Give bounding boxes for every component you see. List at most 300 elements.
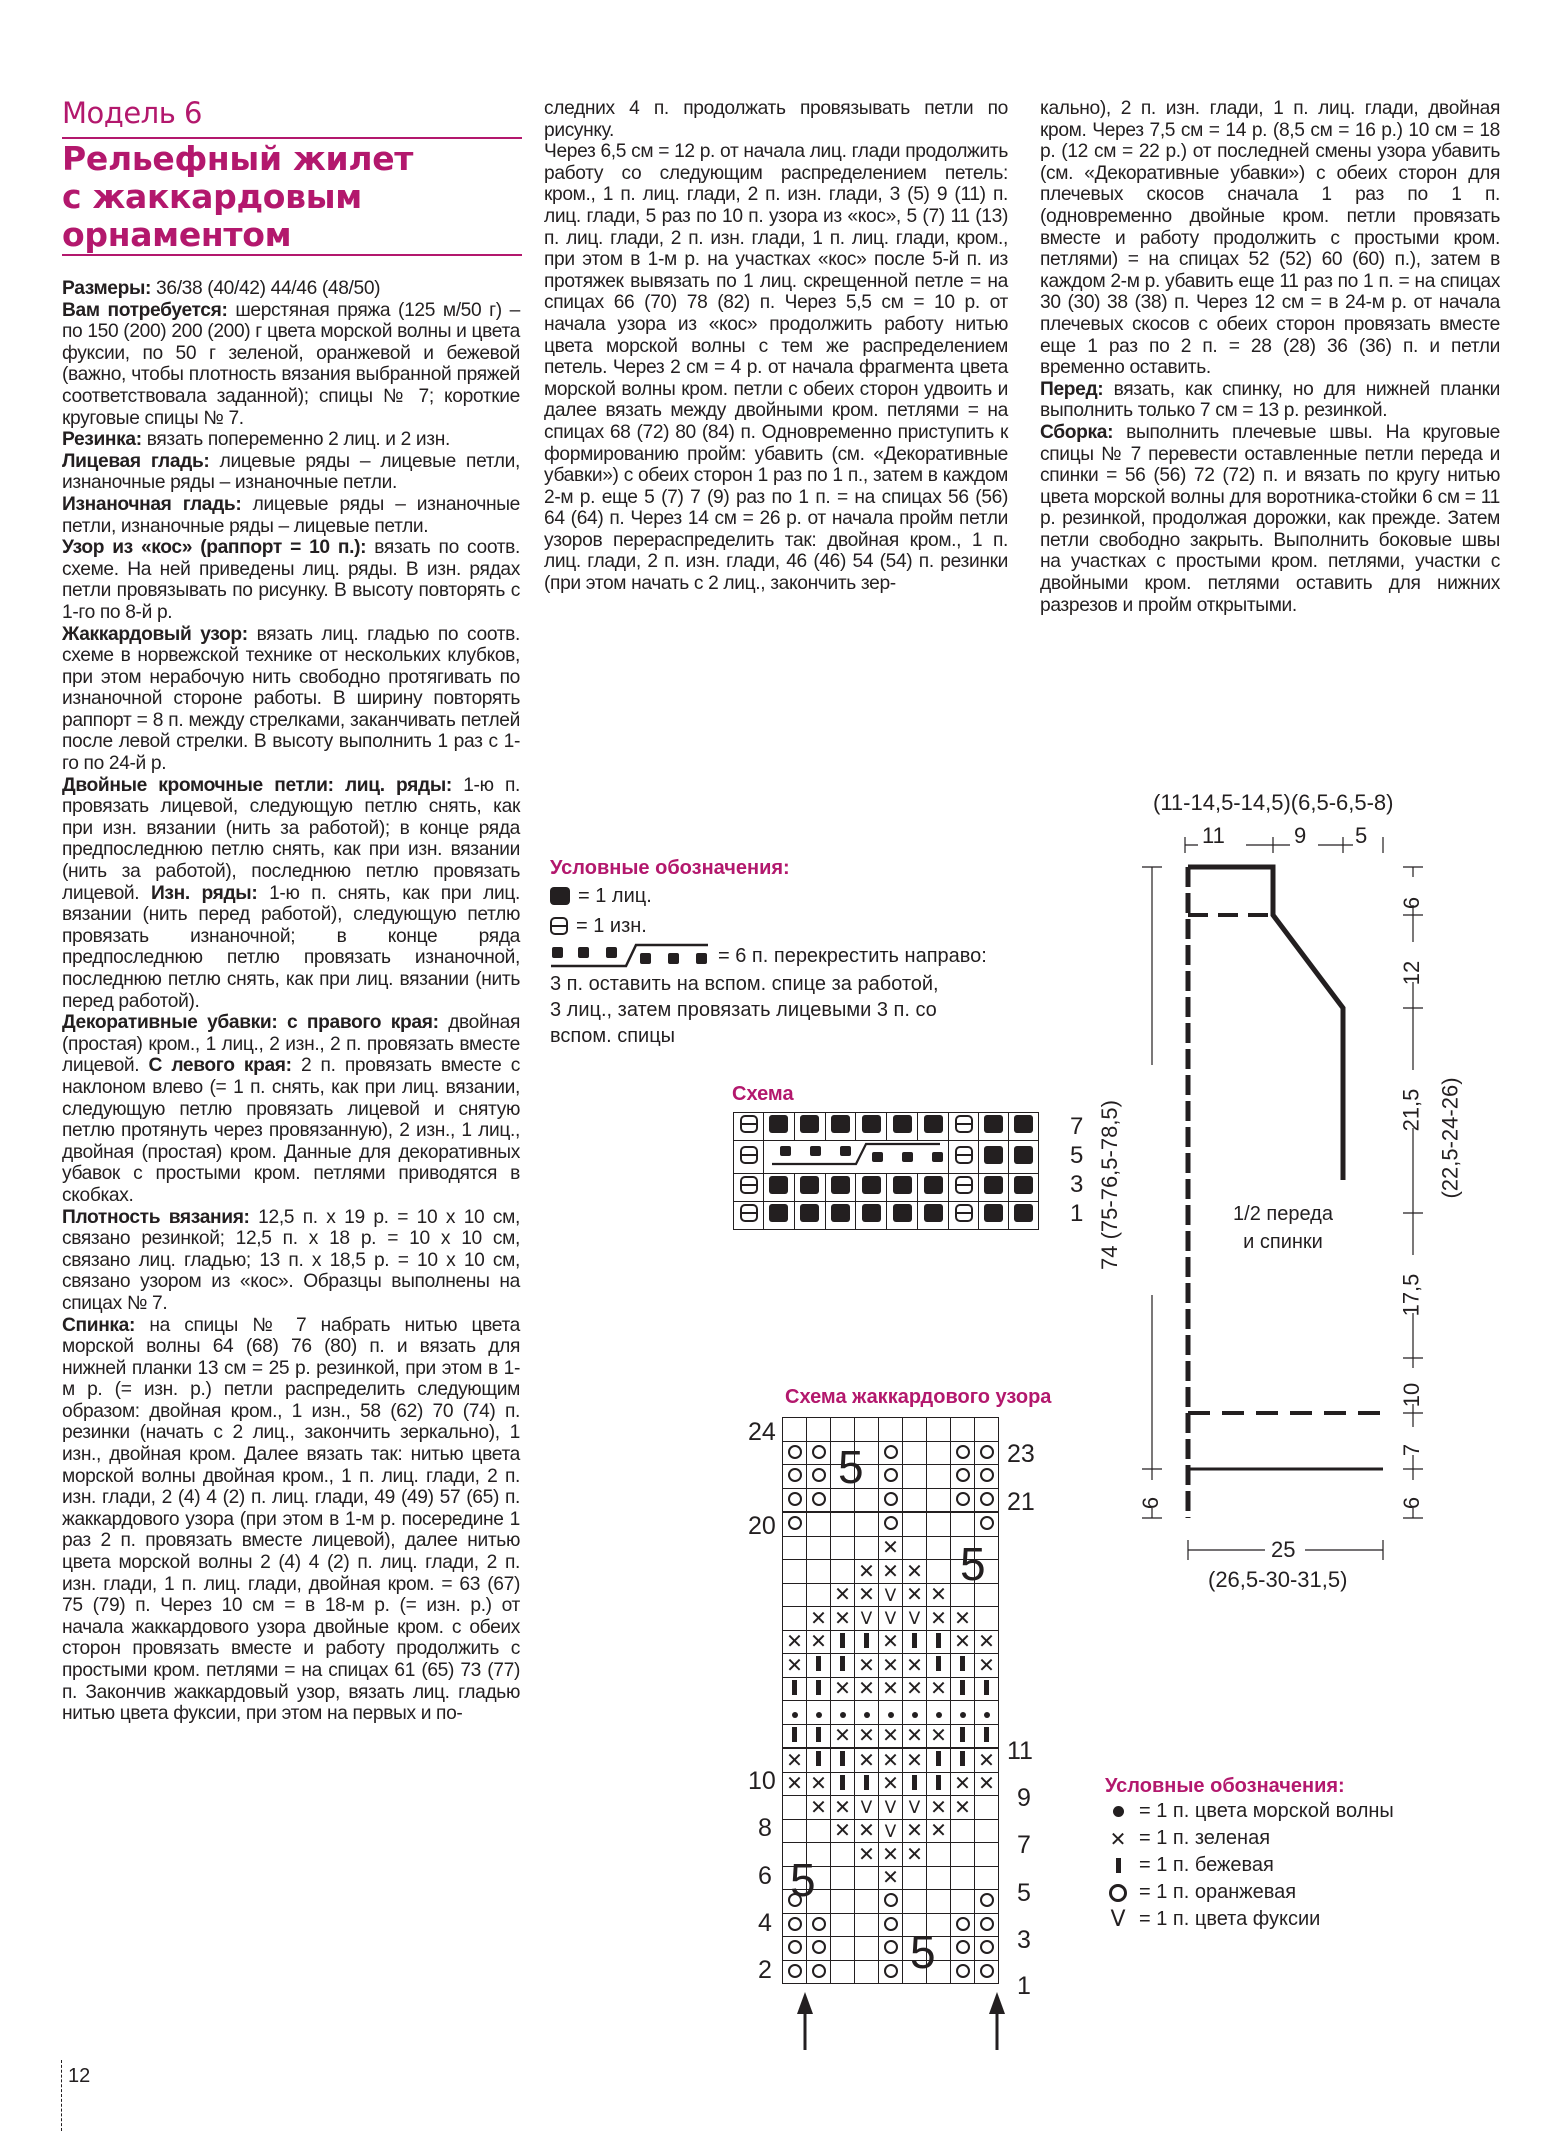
circle-icon <box>788 1445 802 1459</box>
cross-icon: ✕ <box>834 1605 851 1630</box>
chart-cell <box>807 1536 831 1560</box>
chart-cell <box>903 1630 927 1654</box>
row-number: 1 <box>1017 1972 1031 2000</box>
circle-icon <box>812 1468 826 1482</box>
cross-icon: ✕ <box>954 1771 971 1796</box>
chart-cell <box>927 1560 951 1584</box>
circle-icon <box>788 1492 802 1506</box>
legend-item-cable <box>550 941 1070 971</box>
paragraph <box>62 1012 520 1206</box>
instructions-column-1 <box>62 278 520 1725</box>
chart-row <box>783 1512 999 1536</box>
page-number: 12 <box>68 2065 91 2087</box>
chart-cell <box>734 1174 764 1202</box>
chart-cell <box>879 1701 903 1725</box>
chart-cell <box>855 1654 879 1678</box>
chart-row <box>783 1913 999 1937</box>
knit-icon <box>862 1204 881 1222</box>
chart-cell <box>887 1174 918 1202</box>
cross-icon: ✕ <box>954 1794 971 1819</box>
chart-cell <box>951 1937 975 1961</box>
circle-icon <box>884 1917 898 1931</box>
chart-cell <box>903 1654 927 1678</box>
chart-cell <box>783 1701 807 1725</box>
v-icon: V <box>884 1585 897 1606</box>
cross-icon: ✕ <box>978 1629 995 1654</box>
chart-cell <box>879 1465 903 1489</box>
chart-cell <box>783 1913 807 1937</box>
circle-icon <box>884 1445 898 1459</box>
chart-cell <box>903 1560 927 1584</box>
purl-icon <box>955 1115 973 1133</box>
chart-cell <box>807 1677 831 1701</box>
chart-cell <box>855 1748 879 1772</box>
chart-cell <box>1009 1202 1039 1230</box>
dot-icon <box>816 1712 822 1718</box>
chart-cell <box>951 1630 975 1654</box>
chart-cell <box>975 1772 999 1796</box>
bar-icon <box>1116 1858 1121 1873</box>
right-dim: 12 <box>1399 960 1425 986</box>
cross-icon: ✕ <box>882 1865 899 1890</box>
knit-icon <box>924 1115 943 1133</box>
chart-cell <box>764 1174 795 1202</box>
chart-cell <box>927 1724 951 1748</box>
chart-cell <box>927 1748 951 1772</box>
bar-icon <box>936 1633 941 1648</box>
knit-icon <box>984 1176 1003 1194</box>
paragraph-text: 2 п. провязать вместе с наклоном влево (= 1 п. снять, как при лиц. вязании, следующую петлю провязать лицевой и снятую петлю протянуть через провязанную), 2 изн., 1 лиц., двойная (простая) кром. Данные для декоративных убавок с простыми кром. петлями приводятся в скобках. <box>62 1055 520 1206</box>
purl-icon <box>740 1115 758 1133</box>
cross-icon: ✕ <box>834 1794 851 1819</box>
paragraph-label: С левого края: <box>148 1055 292 1077</box>
cross-icon: ✕ <box>882 1723 899 1748</box>
bar-icon <box>864 1775 869 1790</box>
bar-icon <box>936 1751 941 1766</box>
chart-cell <box>831 1583 855 1607</box>
bar-icon <box>864 1633 869 1648</box>
repeat-arrow-icon <box>795 1992 815 2052</box>
circle-icon <box>884 1940 898 1954</box>
cross-icon: ✕ <box>930 1794 947 1819</box>
purl-icon <box>955 1176 973 1194</box>
chart-cell <box>807 1488 831 1512</box>
chart-cell <box>975 1654 999 1678</box>
chart-cell <box>951 1488 975 1512</box>
chart-row <box>734 1174 1039 1202</box>
chart-cell <box>927 1890 951 1914</box>
chart-cell <box>879 1560 903 1584</box>
chart-row <box>783 1441 999 1465</box>
row-number: 4 <box>758 1909 772 1937</box>
chart-cell <box>831 1560 855 1584</box>
cross-icon: ✕ <box>882 1535 899 1560</box>
chart-cell <box>807 1654 831 1678</box>
knit-icon <box>924 1176 943 1194</box>
row-number: 3 <box>1070 1171 1084 1198</box>
cross-icon: ✕ <box>810 1794 827 1819</box>
legend-item-purl <box>550 911 1070 941</box>
chart-cell <box>951 1960 975 1984</box>
chart-cell <box>1009 1174 1039 1202</box>
chart-cell <box>783 1748 807 1772</box>
paragraph-label: Перед: <box>1040 378 1104 400</box>
row-number: 21 <box>1007 1488 1035 1516</box>
chart-cell <box>975 1843 999 1867</box>
chart-cell <box>951 1512 975 1536</box>
chart-cell <box>951 1724 975 1748</box>
chart-cell <box>903 1607 927 1631</box>
chart-cell <box>855 1418 879 1442</box>
circle-icon <box>788 1516 802 1530</box>
chart-cell <box>903 1465 927 1489</box>
circle-icon <box>884 1964 898 1978</box>
page-margin-dash <box>61 2060 62 2131</box>
cross-icon: ✕ <box>930 1582 947 1607</box>
chart-cell <box>807 1607 831 1631</box>
paragraph-label: Узор из «кос» (раппорт = 10 п.): <box>62 537 367 559</box>
cross-icon: ✕ <box>786 1747 803 1772</box>
circle-icon <box>812 1940 826 1954</box>
chart-cell <box>951 1748 975 1772</box>
chart-cell <box>807 1724 831 1748</box>
chart-cell <box>831 1843 855 1867</box>
left-bottom-dim: 6 <box>1138 1496 1164 1510</box>
circle-icon <box>812 1492 826 1506</box>
cross-icon: ✕ <box>906 1818 923 1843</box>
chart-cell <box>951 1819 975 1843</box>
instructions-column-3 <box>1040 98 1500 616</box>
chart-cell <box>927 1819 951 1843</box>
bar-icon <box>840 1775 845 1790</box>
v-icon: V <box>860 1609 873 1630</box>
chart-cell <box>879 1677 903 1701</box>
v-icon: V <box>1110 1907 1126 1932</box>
legend-item <box>1105 1879 1394 1906</box>
chart-cell <box>903 1512 927 1536</box>
chart-cell <box>879 1937 903 1961</box>
chart-cell <box>975 1512 999 1536</box>
chart-row <box>783 1724 999 1748</box>
chart-cell <box>855 1819 879 1843</box>
circle-icon <box>956 1468 970 1482</box>
chart-cell <box>879 1866 903 1890</box>
paragraph <box>1040 379 1500 422</box>
chart-cell <box>975 1465 999 1489</box>
chart-cell <box>927 1843 951 1867</box>
piece-label-line: и спинки <box>1243 1231 1323 1253</box>
circle-icon <box>1109 1884 1127 1902</box>
title-rule-bottom <box>62 254 522 256</box>
paragraph-text: 1-ю п. провязать лицевой, следующую петлю снять, как при изн. вязании (нить за работой); в конце ряда предпоследнюю петлю снять, как при изн. вязании (нить за работой), последнюю петлю провязать лицевой. <box>62 774 520 904</box>
chart-cell <box>951 1677 975 1701</box>
chart-row <box>783 1607 999 1631</box>
bar-icon <box>912 1775 917 1790</box>
knit-icon <box>862 1176 881 1194</box>
legend-item-knit <box>550 881 1070 911</box>
v-icon: V <box>908 1798 921 1819</box>
chart-cell <box>855 1772 879 1796</box>
dot-icon <box>936 1712 942 1718</box>
chart-cell <box>783 1772 807 1796</box>
knit-icon <box>1014 1204 1033 1222</box>
chart-cell <box>764 1113 795 1141</box>
chart-cell <box>918 1174 949 1202</box>
right-dim: 10 <box>1399 1382 1425 1408</box>
cross-icon: ✕ <box>954 1605 971 1630</box>
chart-cell <box>831 1819 855 1843</box>
paragraph-label: Изнаночная гладь: <box>62 493 242 515</box>
chart-cell <box>879 1913 903 1937</box>
chart-cell <box>825 1113 856 1141</box>
circle-icon <box>980 1445 994 1459</box>
chart-cell <box>927 1866 951 1890</box>
paragraph <box>1040 98 1500 379</box>
paragraph <box>62 494 520 537</box>
chart-cell <box>831 1866 855 1890</box>
chart-cell <box>979 1113 1009 1141</box>
chart-cell <box>975 1441 999 1465</box>
cable-cross-icon <box>550 943 710 969</box>
bar-icon <box>816 1727 821 1742</box>
dot-icon <box>888 1712 894 1718</box>
paragraph-label: Плотность вязания: <box>62 1206 250 1228</box>
chart-row <box>783 1960 999 1984</box>
chart-cell <box>831 1960 855 1984</box>
bar-icon <box>816 1680 821 1695</box>
chart-cell <box>903 1583 927 1607</box>
chart-cell <box>794 1174 825 1202</box>
chart-cell <box>807 1701 831 1725</box>
legend-label: = 1 лиц. <box>578 885 652 907</box>
repeat-marker: 5 <box>790 1854 816 1906</box>
cross-icon: ✕ <box>882 1771 899 1796</box>
chart-cell <box>855 1630 879 1654</box>
cross-icon: ✕ <box>858 1558 875 1583</box>
top-dim: 9 <box>1294 823 1307 848</box>
row-number: 23 <box>1007 1440 1035 1468</box>
circle-icon <box>956 1917 970 1931</box>
cross-icon: ✕ <box>810 1605 827 1630</box>
piece-label-line: 1/2 переда <box>1233 1203 1333 1225</box>
cross-icon: ✕ <box>930 1676 947 1701</box>
chart-row <box>783 1630 999 1654</box>
bar-icon <box>840 1751 845 1766</box>
repeat-marker: 5 <box>910 1926 936 1978</box>
knit-icon <box>862 1115 881 1133</box>
chart-cell <box>807 1630 831 1654</box>
chart-cell <box>879 1488 903 1512</box>
circle-icon <box>980 1917 994 1931</box>
chart-cell <box>903 1441 927 1465</box>
circle-icon <box>980 1940 994 1954</box>
v-icon: V <box>884 1821 897 1842</box>
bar-icon <box>792 1680 797 1695</box>
bottom-width-alt: (26,5-30-31,5) <box>1208 1567 1348 1592</box>
repeat-marker: 5 <box>960 1538 986 1590</box>
legend-label: = 1 п. цвета фуксии <box>1139 1908 1321 1930</box>
knit-icon <box>1014 1115 1033 1133</box>
chart-cell <box>879 1960 903 1984</box>
cross-icon: ✕ <box>858 1652 875 1677</box>
chart-cell <box>855 1796 879 1820</box>
paragraph-text: вязать попеременно 2 лиц. и 2 изн. <box>141 429 450 451</box>
cross-icon: ✕ <box>1109 1826 1127 1851</box>
circle-icon <box>956 1940 970 1954</box>
chart-cell <box>979 1202 1009 1230</box>
chart-row <box>783 1465 999 1489</box>
model-label: Модель 6 <box>62 96 202 130</box>
chart-row <box>783 1677 999 1701</box>
chart-cell <box>887 1202 918 1230</box>
cross-icon: ✕ <box>858 1582 875 1607</box>
chart-cell <box>856 1202 887 1230</box>
chart-cell <box>879 1441 903 1465</box>
chart-cell <box>887 1113 918 1141</box>
title-line: Рельефный жилет <box>62 139 414 178</box>
cross-icon: ✕ <box>882 1676 899 1701</box>
circle-icon <box>884 1492 898 1506</box>
chart-cell <box>951 1796 975 1820</box>
bar-icon <box>816 1656 821 1671</box>
row-number: 11 <box>1007 1737 1033 1765</box>
paragraph <box>62 278 520 300</box>
chart-row <box>734 1202 1039 1230</box>
paragraph <box>62 451 520 494</box>
top-dim: 5 <box>1355 823 1368 848</box>
chart-cell <box>951 1418 975 1442</box>
jacquard-chart-title: Схема жаккардового узора <box>785 1386 1052 1408</box>
bar-icon <box>840 1656 845 1671</box>
row-number: 7 <box>1017 1831 1031 1859</box>
chart-cell <box>879 1890 903 1914</box>
paragraph <box>62 1315 520 1725</box>
cable-cross-icon <box>764 1141 948 1168</box>
chart-cell <box>879 1536 903 1560</box>
cross-icon: ✕ <box>978 1747 995 1772</box>
chart-cell <box>879 1748 903 1772</box>
paragraph-label: Жаккардовый узор: <box>62 623 248 645</box>
chart-cell <box>855 1866 879 1890</box>
chart-cell <box>927 1441 951 1465</box>
knit-icon <box>984 1146 1003 1164</box>
knit-icon <box>800 1176 819 1194</box>
paragraph-label: Лицевая гладь: <box>62 450 210 472</box>
chart-cell <box>975 1630 999 1654</box>
chart-cell <box>831 1536 855 1560</box>
chart-cell <box>855 1536 879 1560</box>
chart-cell <box>927 1536 951 1560</box>
paragraph <box>544 98 1008 141</box>
circle-icon <box>980 1516 994 1530</box>
cross-icon: ✕ <box>906 1723 923 1748</box>
paragraph-text: вязать по соотв. схеме. На ней приведены лиц. ряды. В изн. рядах петли провязывать по рисунку. В высоту повторять с 1-го по 8-й р. <box>62 537 520 623</box>
chart-cell <box>734 1202 764 1230</box>
circle-icon <box>980 1893 994 1907</box>
bar-icon <box>960 1727 965 1742</box>
paragraph-text: 36/38 (40/42) 44/46 (48/50) <box>151 278 381 299</box>
cross-icon: ✕ <box>882 1747 899 1772</box>
chart-cell <box>927 1418 951 1442</box>
dot-icon <box>984 1712 990 1718</box>
cross-icon: ✕ <box>906 1676 923 1701</box>
chart-cell <box>855 1724 879 1748</box>
chart-row <box>783 1772 999 1796</box>
circle-icon <box>788 1917 802 1931</box>
cross-icon: ✕ <box>930 1723 947 1748</box>
chart-cell <box>807 1937 831 1961</box>
legend-title: Условные обозначения: <box>550 857 790 879</box>
cross-icon: ✕ <box>786 1629 803 1654</box>
chart-cell <box>1009 1113 1039 1141</box>
knit-icon <box>893 1176 912 1194</box>
knit-icon <box>1014 1176 1033 1194</box>
dot-icon <box>792 1712 798 1718</box>
cross-icon: ✕ <box>906 1558 923 1583</box>
cross-icon: ✕ <box>906 1747 923 1772</box>
chart-cell <box>879 1607 903 1631</box>
circle-icon <box>812 1445 826 1459</box>
knit-icon <box>769 1176 788 1194</box>
paragraph <box>544 141 1008 594</box>
paragraph-text: выполнить плечевые швы. На круговые спицы № 7 перевести оставленные петли переда и спинки = 56 (56) 72 (72) п. и вязать по кругу нитью цвета морской волны для воротника-стойки 6 см = 11 р. резинкой, продолжая дорожки, как прежде. Затем петли свободно закрыть. Выполнить боковые швы на участках с простыми кром. петлями, участки с двойными кром. петлями оставить для нижних разрезов и пройм открытыми. <box>1040 421 1500 616</box>
chart-cell <box>855 1583 879 1607</box>
circle-icon <box>956 1964 970 1978</box>
chart-cell <box>975 1607 999 1631</box>
knit-icon <box>800 1204 819 1222</box>
chart-cell <box>903 1488 927 1512</box>
chart-cell <box>951 1866 975 1890</box>
chart-cell <box>927 1488 951 1512</box>
chart-cell <box>903 1866 927 1890</box>
row-number: 6 <box>758 1862 772 1890</box>
repeat-arrow-icon <box>987 1992 1007 2052</box>
chart-cell <box>951 1772 975 1796</box>
top-dim: 11 <box>1202 823 1225 848</box>
knit-icon <box>831 1204 850 1222</box>
chart-cell <box>855 1512 879 1536</box>
chart-row <box>783 1819 999 1843</box>
chart-cell <box>951 1913 975 1937</box>
paragraph <box>1040 422 1500 616</box>
cross-icon: ✕ <box>834 1582 851 1607</box>
chart-cell <box>975 1488 999 1512</box>
chart-cell <box>783 1488 807 1512</box>
repeat-marker: 5 <box>838 1441 864 1493</box>
left-total-dim: 74 (75-76,5-78,5) <box>1097 1100 1122 1270</box>
chart-cell <box>879 1418 903 1442</box>
chart-cell <box>794 1202 825 1230</box>
row-number: 24 <box>748 1418 776 1446</box>
cross-icon: ✕ <box>930 1605 947 1630</box>
legend-item <box>1105 1906 1394 1933</box>
chart-cell <box>879 1843 903 1867</box>
legend-label: = 1 п. оранжевая <box>1139 1881 1297 1903</box>
chart-cell <box>949 1113 979 1141</box>
legend-item <box>1105 1852 1394 1879</box>
chart-cell <box>807 1748 831 1772</box>
chart-cell <box>855 1913 879 1937</box>
chart-cell <box>975 1960 999 1984</box>
bar-icon <box>912 1633 917 1648</box>
circle-icon <box>788 1964 802 1978</box>
chart-cell <box>831 1512 855 1536</box>
cable-chart-title: Схема <box>732 1083 794 1105</box>
row-number: 2 <box>758 1956 772 1984</box>
chart-cell <box>918 1113 949 1141</box>
chart-cell <box>831 1913 855 1937</box>
chart-cell <box>807 1560 831 1584</box>
